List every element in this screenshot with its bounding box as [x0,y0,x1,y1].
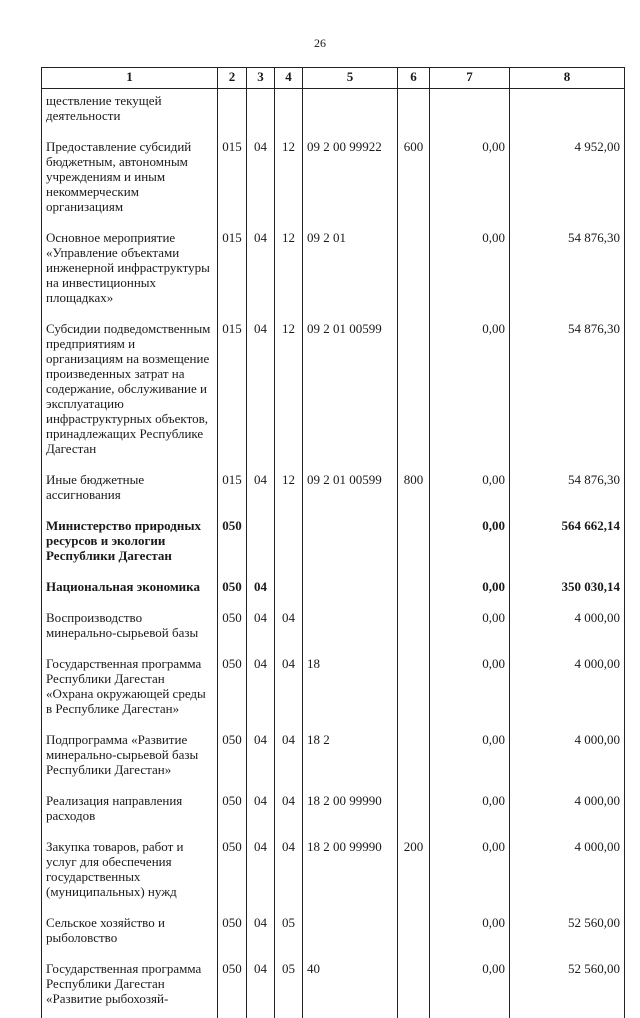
admin-code-cell: 050 [218,728,247,789]
row-name-cell: Государственная программа Республики Дагестан «Развитие рыбохозяй- [42,957,218,1018]
row-name-cell: Подпрограмма «Развитие минерально-сырьевой базы Республики Дагестан» [42,728,218,789]
table-row [42,317,625,468]
section-code-cell: 04 [247,652,275,728]
row-name-cell: Национальная экономика [42,575,218,606]
amount-col7-cell: 0,00 [430,911,510,957]
table-row [42,468,625,514]
amount-col7-cell: 0,00 [430,575,510,606]
table-row [42,575,625,606]
section-code-cell [247,89,275,136]
expense-type-cell [398,317,430,468]
table-row [42,957,625,1018]
section-code-cell: 04 [247,317,275,468]
subsection-code-cell: 04 [275,652,303,728]
table-row [42,226,625,317]
column-header: 1 [42,68,218,89]
target-article-cell: 09 2 01 [303,226,398,317]
section-code-cell: 04 [247,728,275,789]
section-code-cell [247,514,275,575]
budget-table [41,67,625,1018]
admin-code-cell: 015 [218,226,247,317]
expense-type-cell [398,728,430,789]
amount-col8-cell: 54 876,30 [510,226,625,317]
column-header: 5 [303,68,398,89]
target-article-cell [303,911,398,957]
row-name-cell: Предоставление субсидий бюджетным, автономным учреждениям и иным некоммерческим организациям [42,135,218,226]
admin-code-cell: 050 [218,789,247,835]
section-code-cell: 04 [247,135,275,226]
target-article-cell: 18 [303,652,398,728]
column-header: 2 [218,68,247,89]
amount-col8-cell: 4 000,00 [510,728,625,789]
amount-col7-cell: 0,00 [430,789,510,835]
target-article-cell [303,606,398,652]
subsection-code-cell [275,514,303,575]
admin-code-cell: 050 [218,911,247,957]
subsection-code-cell: 12 [275,468,303,514]
subsection-code-cell: 04 [275,728,303,789]
expense-type-cell [398,89,430,136]
expense-type-cell [398,789,430,835]
target-article-cell [303,89,398,136]
subsection-code-cell: 05 [275,957,303,1018]
table-header-row [42,68,625,89]
section-code-cell: 04 [247,957,275,1018]
section-code-cell: 04 [247,226,275,317]
subsection-code-cell: 12 [275,226,303,317]
amount-col8-cell: 4 000,00 [510,835,625,911]
subsection-code-cell: 04 [275,835,303,911]
amount-col7-cell: 0,00 [430,728,510,789]
row-name-cell: Министерство природных ресурсов и экологии Республики Дагестан [42,514,218,575]
target-article-cell [303,514,398,575]
subsection-code-cell: 05 [275,911,303,957]
section-code-cell: 04 [247,575,275,606]
amount-col8-cell: 4 952,00 [510,135,625,226]
subsection-code-cell [275,575,303,606]
expense-type-cell [398,606,430,652]
target-article-cell: 09 2 00 99922 [303,135,398,226]
expense-type-cell: 600 [398,135,430,226]
amount-col8-cell: 54 876,30 [510,468,625,514]
table-row [42,652,625,728]
amount-col7-cell: 0,00 [430,835,510,911]
target-article-cell: 09 2 01 00599 [303,468,398,514]
amount-col8-cell: 52 560,00 [510,957,625,1018]
subsection-code-cell: 12 [275,135,303,226]
target-article-cell: 09 2 01 00599 [303,317,398,468]
row-name-cell: Государственная программа Республики Дагестан «Охрана окружающей среды в Республике Дагестан» [42,652,218,728]
expense-type-cell [398,575,430,606]
target-article-cell: 40 [303,957,398,1018]
amount-col8-cell: 4 000,00 [510,606,625,652]
expense-type-cell: 800 [398,468,430,514]
row-name-cell: Сельское хозяйство и рыболовство [42,911,218,957]
admin-code-cell: 050 [218,514,247,575]
section-code-cell: 04 [247,835,275,911]
table-row [42,135,625,226]
subsection-code-cell [275,89,303,136]
amount-col8-cell: 4 000,00 [510,789,625,835]
table-row [42,89,625,136]
section-code-cell: 04 [247,789,275,835]
expense-type-cell [398,957,430,1018]
admin-code-cell: 050 [218,575,247,606]
amount-col7-cell: 0,00 [430,317,510,468]
row-name-cell: ществление текущей деятельности [42,89,218,136]
admin-code-cell: 050 [218,606,247,652]
table-body [42,89,625,1018]
subsection-code-cell: 04 [275,789,303,835]
expense-type-cell [398,226,430,317]
expense-type-cell: 200 [398,835,430,911]
amount-col7-cell: 0,00 [430,957,510,1018]
amount-col7-cell: 0,00 [430,135,510,226]
row-name-cell: Воспроизводство минерально-сырьевой базы [42,606,218,652]
column-header: 8 [510,68,625,89]
target-article-cell: 18 2 00 99990 [303,789,398,835]
expense-type-cell [398,911,430,957]
column-header: 4 [275,68,303,89]
expense-type-cell [398,652,430,728]
table-row [42,728,625,789]
table-row [42,514,625,575]
column-header: 3 [247,68,275,89]
row-name-cell: Субсидии подведомственным предприятиям и организациям на возмещение произведенных затрат на содержание, обслуживание и эксплуатацию инфраструктурных объектов, принадлежащих Республике Дагестан [42,317,218,468]
subsection-code-cell: 04 [275,606,303,652]
amount-col8-cell: 350 030,14 [510,575,625,606]
amount-col8-cell: 54 876,30 [510,317,625,468]
section-code-cell: 04 [247,911,275,957]
page-number: 26 [0,36,640,51]
amount-col8-cell: 52 560,00 [510,911,625,957]
table-row [42,911,625,957]
row-name-cell: Иные бюджетные ассигнования [42,468,218,514]
amount-col7-cell: 0,00 [430,606,510,652]
row-name-cell: Основное мероприятие «Управление объектами инженерной инфраструктуры на инвестиционных площадках» [42,226,218,317]
admin-code-cell: 015 [218,468,247,514]
expense-type-cell [398,514,430,575]
amount-col7-cell: 0,00 [430,514,510,575]
section-code-cell: 04 [247,468,275,514]
amount-col8-cell [510,89,625,136]
amount-col7-cell: 0,00 [430,226,510,317]
column-header: 6 [398,68,430,89]
amount-col7-cell: 0,00 [430,468,510,514]
admin-code-cell: 050 [218,835,247,911]
amount-col8-cell: 4 000,00 [510,652,625,728]
admin-code-cell: 050 [218,652,247,728]
row-name-cell: Закупка товаров, работ и услуг для обеспечения государственных (муниципальных) нужд [42,835,218,911]
table-row [42,789,625,835]
target-article-cell: 18 2 00 99990 [303,835,398,911]
admin-code-cell: 050 [218,957,247,1018]
subsection-code-cell: 12 [275,317,303,468]
section-code-cell: 04 [247,606,275,652]
row-name-cell: Реализация направления расходов [42,789,218,835]
amount-col7-cell [430,89,510,136]
amount-col7-cell: 0,00 [430,652,510,728]
admin-code-cell [218,89,247,136]
target-article-cell [303,575,398,606]
amount-col8-cell: 564 662,14 [510,514,625,575]
target-article-cell: 18 2 [303,728,398,789]
admin-code-cell: 015 [218,135,247,226]
table-row [42,606,625,652]
admin-code-cell: 015 [218,317,247,468]
table-row [42,835,625,911]
column-header: 7 [430,68,510,89]
